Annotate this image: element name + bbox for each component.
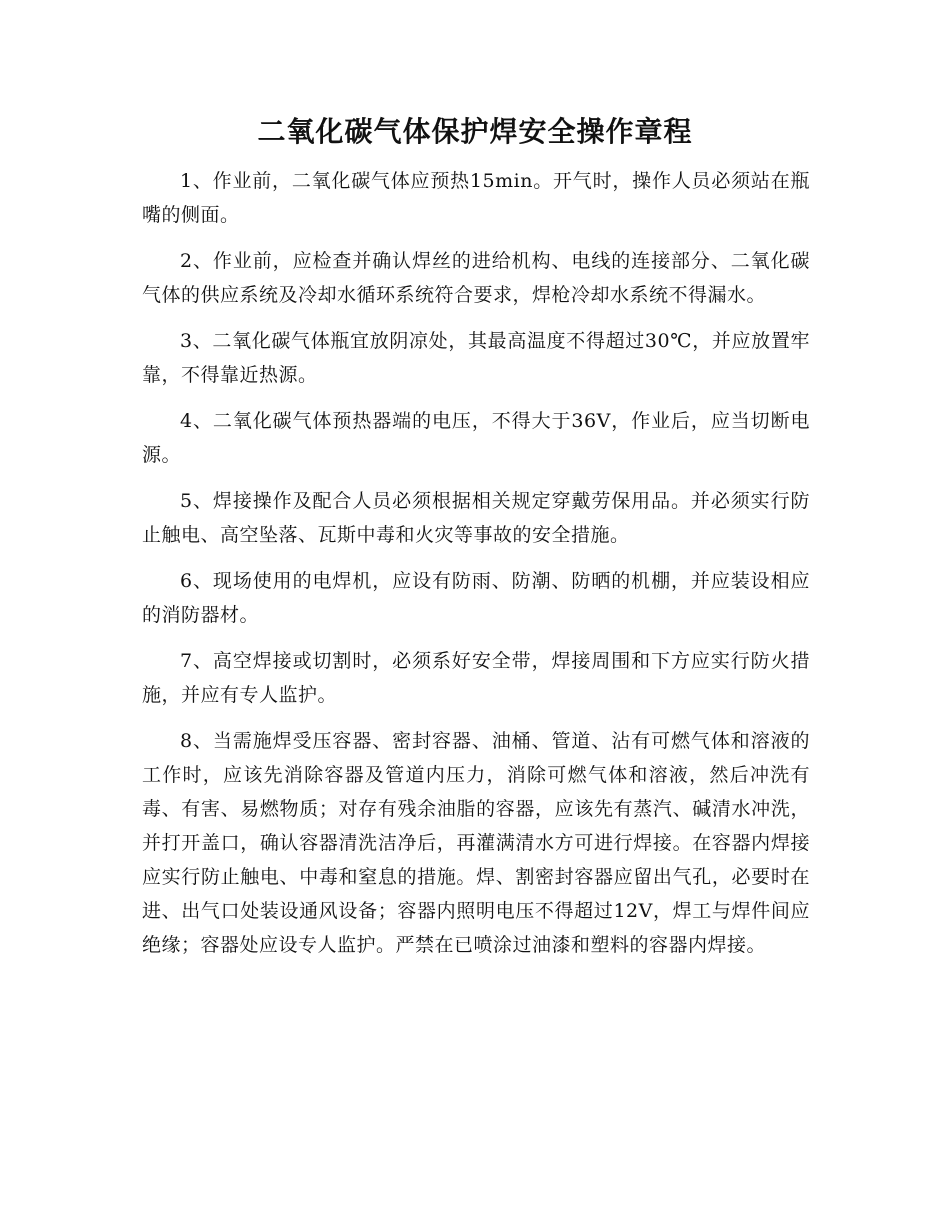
paragraph-3: 3、二氧化碳气体瓶宜放阴凉处，其最高温度不得超过30℃，并应放置牢靠，不得靠近热源。 — [142, 330, 810, 386]
paragraph-7: 7、高空焊接或切割时，必须系好安全带，焊接周围和下方应实行防火措施，并应有专人监护。 — [142, 650, 810, 706]
paragraph-4: 4、二氧化碳气体预热器端的电压，不得大于36V，作业后，应当切断电源。 — [142, 410, 810, 466]
document-title: 二氧化碳气体保护焊安全操作章程 — [257, 115, 693, 148]
paragraph-6: 6、现场使用的电焊机，应设有防雨、防潮、防晒的机棚，并应装设相应的消防器材。 — [142, 570, 810, 626]
paragraph-5: 5、焊接操作及配合人员必须根据相关规定穿戴劳保用品。并必须实行防止触电、高空坠落、瓦斯中毒和火灾等事故的安全措施。 — [142, 490, 810, 546]
paragraph-2: 2、作业前，应检查并确认焊丝的进给机构、电线的连接部分、二氧化碳气体的供应系统及冷却水循环系统符合要求，焊枪冷却水系统不得漏水。 — [142, 250, 810, 306]
paragraph-1: 1、作业前，二氧化碳气体应预热15min。开气时，操作人员必须站在瓶嘴的侧面。 — [142, 170, 810, 226]
paragraph-8: 8、当需施焊受压容器、密封容器、油桶、管道、沾有可燃气体和溶液的工作时，应该先消除容器及管道内压力，消除可燃气体和溶液，然后冲洗有毒、有害、易燃物质；对存有残余油脂的容器，应该先有蒸汽、碱清水冲洗，并打开盖口，确认容器清洗洁净后，再灌满清水方可进行焊接。在容器内焊接应实行防止触电、中毒和窒息的措施。焊、割密封容器应留出气孔，必要时在进、出气口处装设通风设备；容器内照明电压不得超过12V，焊工与焊件间应绝缘；容器处应设专人监护。严禁在已喷涂过油漆和塑料的容器内焊接。 — [142, 730, 810, 956]
document-body — [142, 164, 810, 974]
